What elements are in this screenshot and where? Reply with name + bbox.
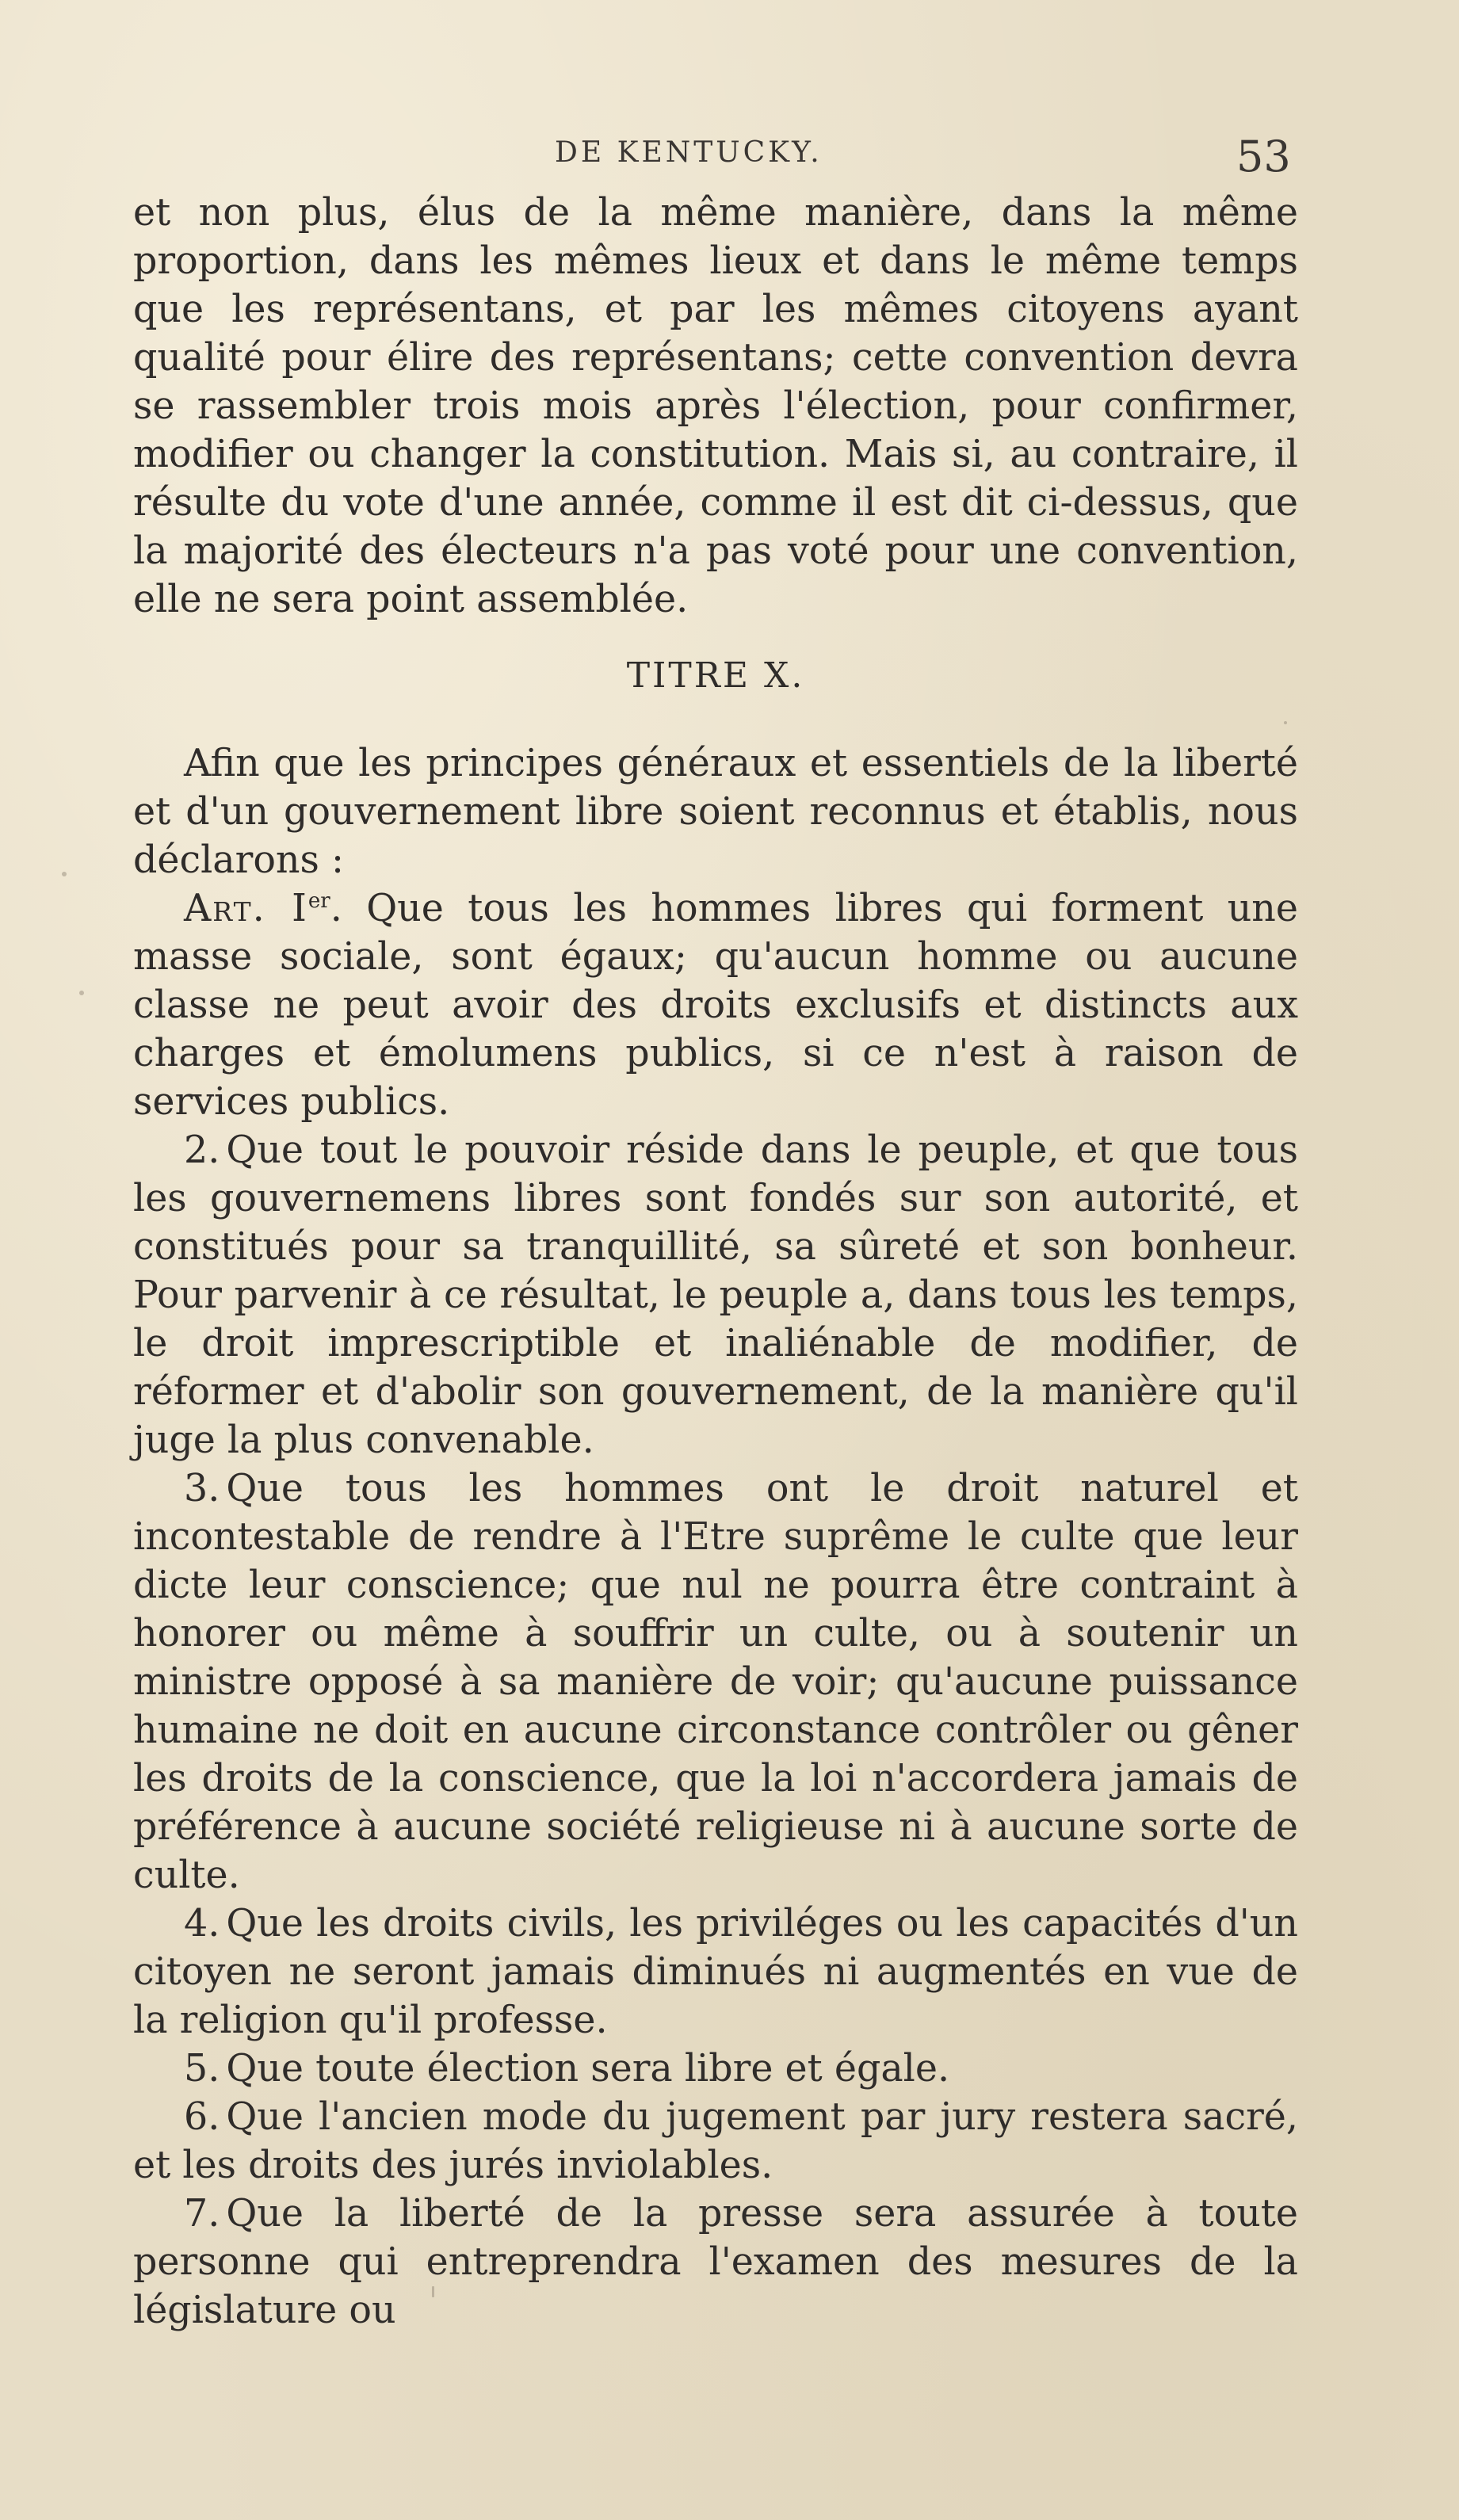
article-5-number: 5. [184,2047,220,2090]
page-number: 53 [1236,132,1291,181]
article-7-number: 7. [184,2192,220,2236]
article-7-text: Que la liberté de la presse sera assurée à toute personne qui entreprendra l'examen des mesures de la législature ou [133,2192,1298,2332]
article-1-superscript: er [307,889,330,914]
article-1-text: . Que tous les hommes libres qui forment une masse sociale, sont égaux; qu'aucun homme ou aucune classe ne peut avoir des droits exclusifs et distincts aux charges et émolumens publics, si ce n'est à raison de services publics. [133,887,1298,1124]
body-text [133,189,1298,2335]
article-3-number: 3. [184,1467,220,1510]
article-4-number: 4. [184,1902,220,1945]
article-2-text: Que tout le pouvoir réside dans le peuple, et que tous les gouvernemens libres sont fondés sur son autorité, et constitués pour sa tranquillité, sa sûreté et son bonheur. Pour parvenir à ce résultat, le peuple a, dans tous les temps, le droit imprescriptible et inaliénable de modifier, de réformer et d'abolir son gouvernement, de la manière qu'il juge la plus convenable. [133,1128,1298,1462]
paragraph-continuation: et non plus, élus de la même manière, dans la même proportion, dans les mêmes lieux et dans le même temps que les représentans, et par les mêmes citoyens ayant qualité pour élire des représentans; cette convention devra se rassembler trois mois après l'élection, pour confirmer, modifier ou changer la constitution. Mais si, au contraire, il résulte du vote d'une année, comme il est dit ci-dessus, que la majorité des électeurs n'a pas voté pour une convention, elle ne sera point assemblée. [133,191,1298,621]
article-7 [133,2190,1298,2335]
article-3 [133,1464,1298,1900]
paper-speck [79,991,84,995]
paper-speck [1284,721,1287,724]
paragraph-intro: Afin que les principes généraux et essentiels de la liberté et d'un gouvernement libre soient reconnus et établis, nous déclarons : [133,742,1298,882]
article-5 [133,2045,1298,2093]
running-title: DE KENTUCKY. [555,136,823,169]
article-5-text: Que toute élection sera libre et égale. [226,2047,950,2090]
article-4 [133,1900,1298,2045]
article-6 [133,2093,1298,2190]
article-6-number: 6. [184,2095,220,2139]
article-1-label: Art. I [184,887,308,930]
article-1 [133,884,1298,1126]
paper-speck [62,872,67,876]
article-4-text: Que les droits civils, les priviléges ou les capacités d'un citoyen ne seront jamais diminués ni augmentés en vue de la religion qu'il professe. [133,1902,1298,2042]
article-2-number: 2. [184,1128,220,1172]
article-2 [133,1126,1298,1464]
paper-speck [432,2286,434,2297]
paper-speck [341,1739,344,1743]
article-6-text: Que l'ancien mode du jugement par jury restera sacré, et les droits des jurés inviolables. [133,2095,1298,2187]
running-head [0,132,1459,184]
article-3-text: Que tous les hommes ont le droit naturel et incontestable de rendre à l'Etre suprême le culte que leur dicte leur conscience; que nul ne pourra être contraint à honorer ou même à souffrir un culte, ou à soutenir un ministre opposé à sa manière de voir; qu'aucune puissance humaine ne doit en aucune circonstance contrôler ou gêner les droits de la conscience, que la loi n'accordera jamais de préférence à aucune société religieuse ni à aucune sorte de culte. [133,1467,1298,1897]
section-heading: TITRE X. [626,655,805,696]
